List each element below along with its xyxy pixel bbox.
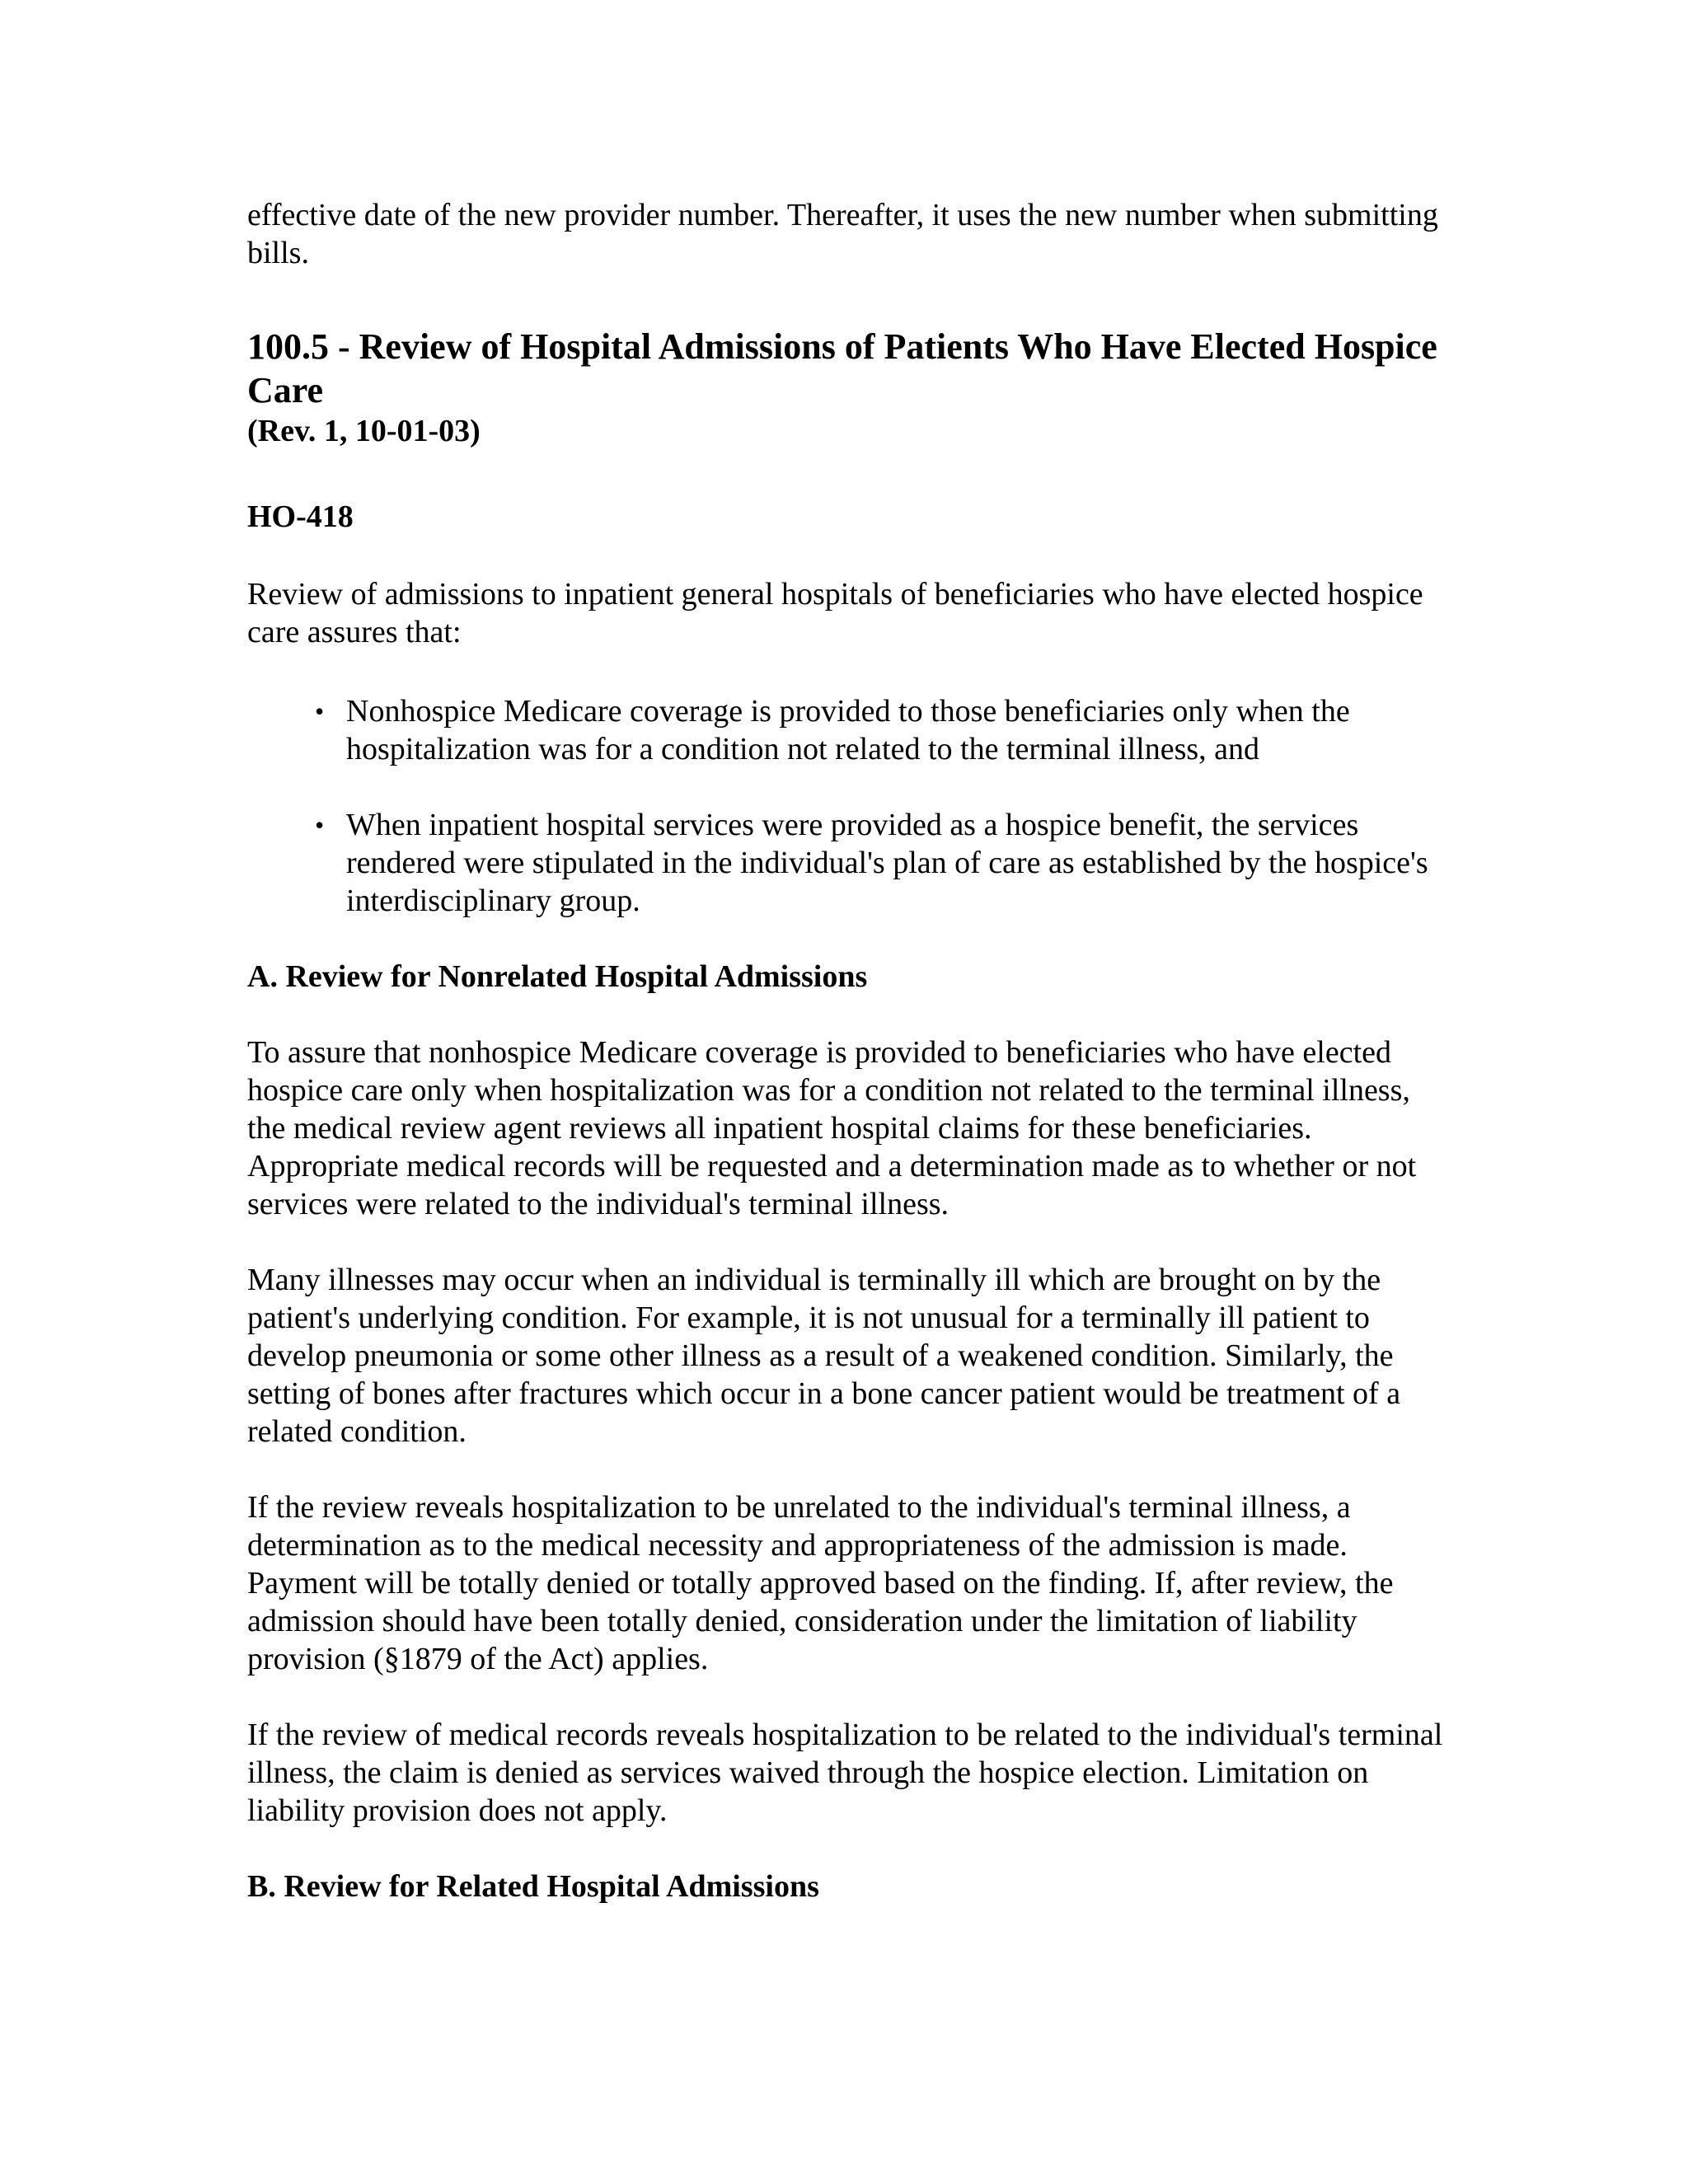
bullet-icon: • [315, 696, 325, 726]
bullet-item [247, 806, 1451, 920]
body-paragraph: Many illnesses may occur when an individual is terminally ill which are brought on by the patient's underlying condition. For example, it is not unusual for a terminally ill patient to develop pneumonia or some other illness as a result of a weakened condition. Similarly, the setting of bones after fractures which occur in a bone cancer patient would be treatment of a related condition. [247, 1263, 1401, 1449]
bullet-item [247, 692, 1451, 768]
body-paragraph: To assure that nonhospice Medicare coverage is provided to beneficiaries who have elected hospice care only when hospitalization was for a condition not related to the terminal illness, the medical review agent reviews all inpatient hospital claims for these beneficiaries. Appropriate medical records will be requested and a determination made as to whether or not services were related to the individual's terminal illness. [247, 1035, 1417, 1221]
bullet-list [247, 692, 1451, 920]
body-paragraph: If the review of medical records reveals hospitalization to be related to the individual's terminal illness, the claim is denied as services waived through the hospice election. Limitation on liability provision does not apply. [247, 1718, 1443, 1828]
section-title: 100.5 - Review of Hospital Admissions of Patients Who Have Elected Hospice Care [247, 326, 1437, 410]
bullet-text: When inpatient hospital services were provided as a hospice benefit, the services rendered were stipulated in the individual's plan of care as established by the hospice's interdisciplinary group. [346, 808, 1428, 918]
bullet-text: Nonhospice Medicare coverage is provided to those beneficiaries only when the hospitalization was for a condition not related to the terminal illness, and [346, 694, 1350, 766]
document-page [247, 196, 1451, 1943]
reference-code: HO-418 [247, 499, 354, 534]
continuation-paragraph: effective date of the new provider number. Thereafter, it uses the new number when submitting bills. [247, 198, 1438, 270]
body-paragraph: If the review reveals hospitalization to be unrelated to the individual's terminal illness, a determination as to the medical necessity and appropriateness of the admission is made. Payment will be totally denied or totally approved based on the finding. If, after review, the admission should have been totally denied, consideration under the limitation of liability provision (§1879 of the Act) applies. [247, 1490, 1394, 1676]
subsection-b-heading: B. Review for Related Hospital Admissions [247, 1869, 819, 1904]
subsection-a-heading: A. Review for Nonrelated Hospital Admissions [247, 959, 868, 994]
bullet-icon: • [315, 810, 325, 840]
revision-note: (Rev. 1, 10-01-03) [247, 414, 481, 448]
intro-paragraph: Review of admissions to inpatient general hospitals of beneficiaries who have elected hospice care assures that: [247, 577, 1423, 649]
